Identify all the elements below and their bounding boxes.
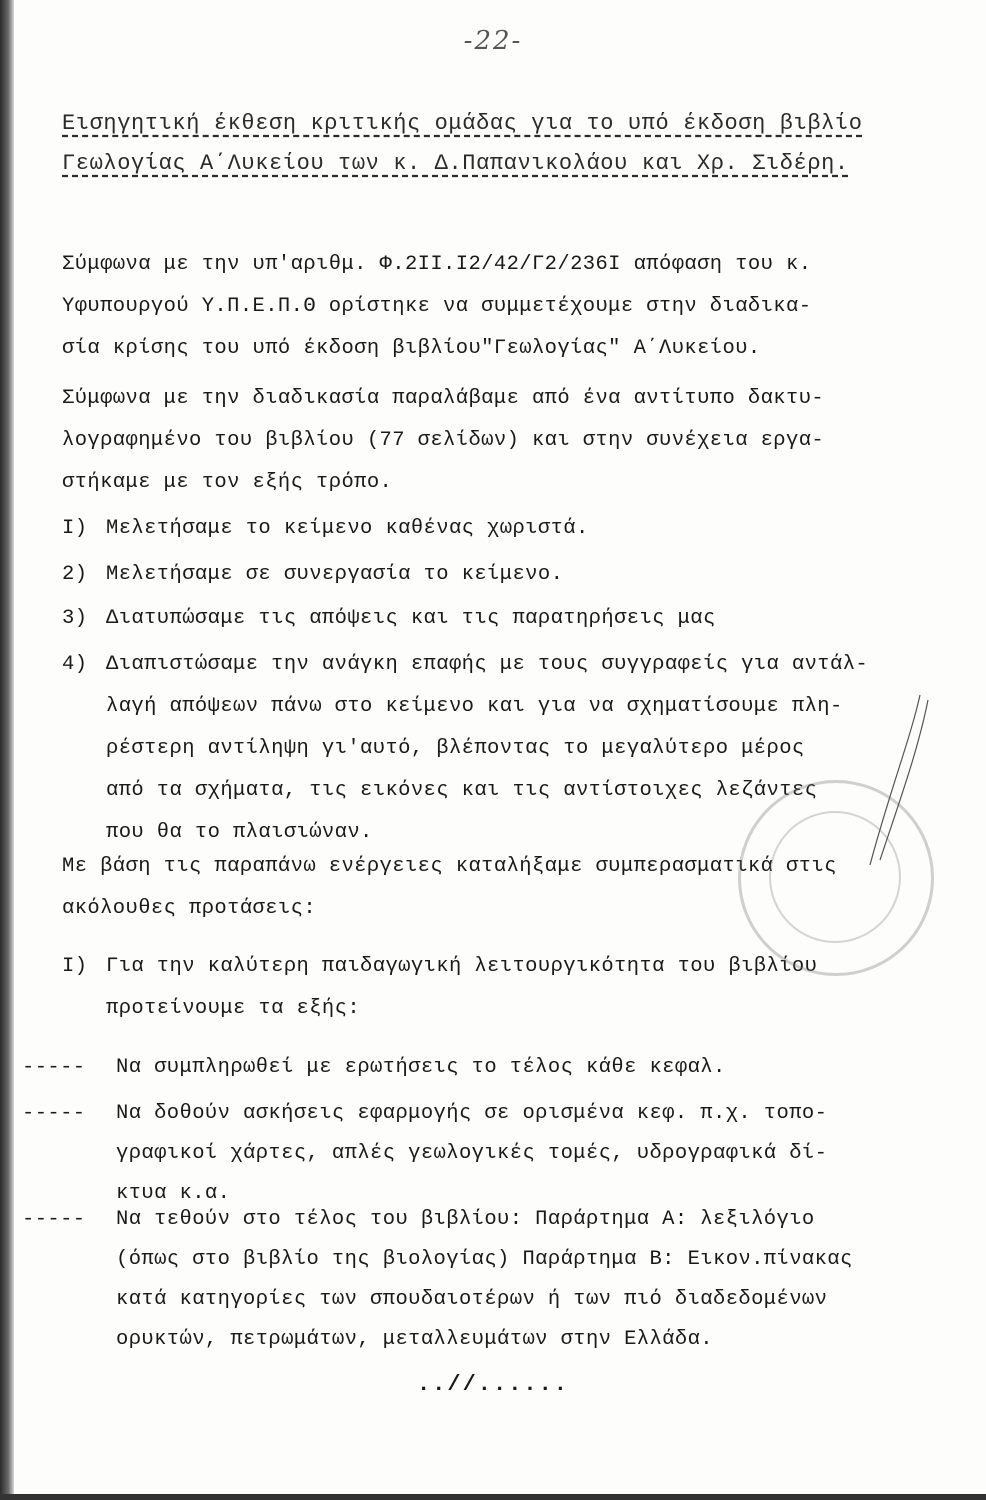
dash-item-text: Να δοθούν ασκήσεις εφαρμογής σε ορισμένα κεφ. π.χ. τοπο-	[116, 1102, 828, 1125]
step-1	[62, 508, 922, 550]
continuation-mark: ..//......	[416, 1372, 570, 1397]
binding-edge	[0, 0, 14, 1500]
step-number: 3)	[62, 607, 88, 630]
page-bottom-edge	[0, 1494, 986, 1500]
intro-line-2: Υφυπουργού Υ.Π.Ε.Π.Θ ορίστηκε να συμμετέχουμε στην διαδικα-	[62, 295, 812, 318]
step-text: που θα το πλαισιώναν.	[106, 821, 373, 844]
dash-marker: -----	[22, 1102, 86, 1125]
procedure-line-3: στήκαμε με τον εξής τρόπο.	[62, 471, 393, 494]
procedure-line-1: Σύμφωνα με την διαδικασία παραλάβαμε από ένα αντίτυπο δακτυ-	[62, 387, 825, 410]
document-title	[62, 104, 922, 184]
conclusion-line-2: ακόλουθες προτάσεις:	[62, 897, 317, 920]
step-text: Μελετήσαμε το κείμενο καθένας χωριστά.	[106, 517, 589, 540]
dash-marker: -----	[22, 1208, 86, 1231]
step-text: ρέστερη αντίληψη γι'αυτό, βλέποντας το μεγαλύτερο μέρος	[106, 737, 805, 760]
intro-line-1: Σύμφωνα με την υπ'αριθμ. Φ.2ΙΙ.Ι2/42/Γ2/236Ι απόφαση του κ.	[62, 253, 812, 276]
step-text: Διαπιστώσαμε την ανάγκη επαφής με τους συγγραφείς για αντάλ-	[106, 653, 869, 676]
page-number: -22-	[463, 26, 523, 56]
dash-item-text: ορυκτών, πετρωμάτων, μεταλλευμάτων στην Ελλάδα.	[116, 1328, 713, 1351]
intro-line-3: σία κρίσης του υπό έκδοση βιβλίου"Γεωλογίας" Α΄Λυκείου.	[62, 337, 761, 360]
dash-item-text: (όπως στο βιβλίο της βιολογίας) Παράρτημα Β: Εικον.πίνακας	[116, 1248, 853, 1271]
dash-item-2	[22, 1094, 912, 1214]
dash-item-text: κτυα κ.α.	[116, 1182, 231, 1205]
dash-item-text: Να τεθούν στο τέλος του βιβλίου: Παράρτημα Α: λεξιλόγιο	[116, 1208, 815, 1231]
dash-item-3	[22, 1200, 912, 1360]
title-line-1: Εισηγητική έκθεση κριτικής ομάδας για το υπό έκδοση βιβλίο	[62, 111, 863, 136]
step-text: από τα σχήματα, τις εικόνες και τις αντίστοιχες λεζάντες	[106, 779, 818, 802]
step-3	[62, 598, 922, 640]
dash-marker: -----	[22, 1056, 86, 1079]
step-number: Ι)	[62, 517, 88, 540]
title-line-2: Γεωλογίας Α΄Λυκείου των κ. Δ.Παπανικολάου και Χρ. Σιδέρη.	[62, 151, 849, 176]
step-text: Μελετήσαμε σε συνεργασία το κείμενο.	[106, 563, 564, 586]
proposal-number: Ι)	[62, 955, 88, 978]
step-number: 2)	[62, 563, 88, 586]
step-text: Διατυπώσαμε τις απόψεις και τις παρατηρήσεις μας	[106, 607, 716, 630]
dash-item-text: Να συμπληρωθεί με ερωτήσεις το τέλος κάθε κεφαλ.	[116, 1056, 726, 1079]
proposal-line-1: Για την καλύτερη παιδαγωγική λειτουργικότητα του βιβλίου	[106, 955, 818, 978]
step-2	[62, 554, 922, 596]
pen-stroke-mark	[850, 690, 940, 870]
dash-item-text: γραφικοί χάρτες, απλές γεωλογικές τομές, υδρογραφικά δί-	[116, 1142, 828, 1165]
step-text: λαγή απόψεων πάνω στο κείμενο και για να σχηματίσουμε πλη-	[106, 695, 843, 718]
step-number: 4)	[62, 653, 88, 676]
dash-item-text: κατά κατηγορίες των σπουδαιοτέρων ή των πιό διαδεδομένων	[116, 1288, 828, 1311]
procedure-paragraph	[62, 378, 912, 504]
dash-item-1	[22, 1048, 912, 1088]
intro-paragraph	[62, 244, 912, 370]
proposal-line-2: προτείνουμε τα εξής:	[106, 997, 361, 1020]
conclusion-line-1: Με βάση τις παραπάνω ενέργειες καταλήξαμε συμπερασματικά στις	[62, 855, 837, 878]
procedure-line-2: λογραφημένο του βιβλίου (77 σελίδων) και στην συνέχεια εργα-	[62, 429, 825, 452]
